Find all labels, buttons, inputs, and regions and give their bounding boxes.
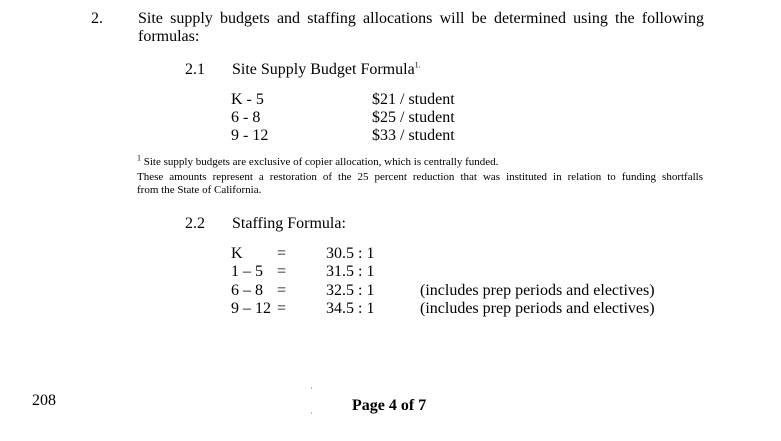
staffing-grade: K [231,245,243,262]
scan-speck [311,387,312,389]
staffing-equals: = [277,245,287,262]
item-text-line1: Site supply budgets and staffing allocations will be determined using the following [138,10,704,27]
supply-grade: 9 - 12 [231,127,269,144]
staffing-note: (includes prep periods and electives) [420,300,655,317]
staffing-grade: 6 – 8 [231,282,263,299]
staffing-ratio: 34.5 : 1 [326,300,375,317]
supply-amount: $25 / student [372,109,455,126]
staffing-equals: = [277,282,287,299]
supply-grade: K - 5 [231,91,264,108]
section-2-1-number: 2.1 [185,61,205,78]
staffing-note: (includes prep periods and electives) [420,282,655,299]
section-2-2-number: 2.2 [185,215,205,232]
footnote-marker: 1 [137,153,141,163]
staffing-grade: 9 – 12 [231,300,271,317]
supply-grade: 6 - 8 [231,109,261,126]
page-indicator: Page 4 of 7 [352,397,427,414]
scan-speck [311,412,312,414]
staffing-equals: = [277,300,287,317]
item-number: 2. [91,10,103,27]
section-2-1-title-text: Site Supply Budget Formula [232,61,415,78]
footnote-line1 [137,153,499,169]
staffing-grade: 1 – 5 [231,263,263,280]
footnote-line2: These amounts represent a restoration of the 25 percent reduction that was instituted in relation to funding shortfalls [137,171,703,183]
section-2-1-title [232,61,421,79]
staffing-equals: = [277,263,287,280]
footnote-line1-text: Site supply budgets are exclusive of copier allocation, which is centrally funded. [143,156,499,168]
item-text-line2: formulas: [138,28,200,45]
supply-amount: $33 / student [372,127,455,144]
section-2-2-title: Staffing Formula: [232,215,346,232]
staffing-ratio: 31.5 : 1 [326,263,375,280]
footnote-line3: from the State of California. [137,184,262,196]
footnote-reference: 1. [414,60,421,70]
staffing-ratio: 30.5 : 1 [326,245,375,262]
supply-amount: $21 / student [372,91,455,108]
margin-page-number: 208 [32,392,56,409]
staffing-ratio: 32.5 : 1 [326,282,375,299]
